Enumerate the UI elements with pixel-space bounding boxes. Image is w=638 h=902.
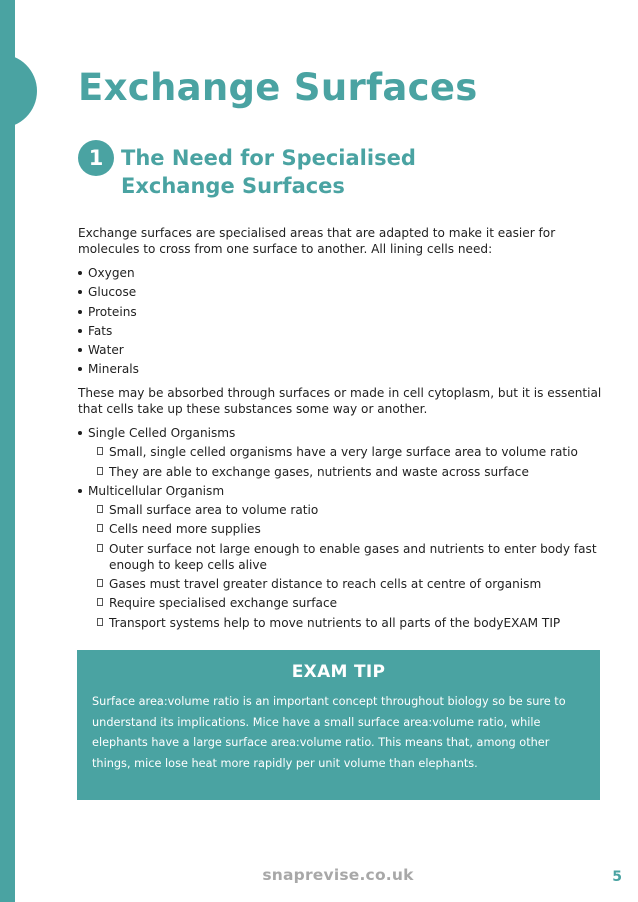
page-number: 5: [612, 869, 622, 885]
sub-list-item: Cells need more supplies: [88, 521, 603, 537]
list-item: Fats: [78, 323, 603, 339]
group-item-multicellular: [78, 483, 603, 630]
footer-website: snaprevise.co.uk: [262, 866, 414, 884]
group-item-single-celled: [78, 425, 603, 479]
group-label: Single Celled Organisms: [88, 426, 236, 441]
sub-list-item: Small, single celled organisms have a very large surface area to volume ratio: [88, 444, 603, 460]
list-item: Proteins: [78, 304, 603, 320]
section-number-badge: 1: [78, 140, 114, 176]
sub-list-item: Small surface area to volume ratio: [88, 502, 603, 518]
sub-list-item: Transport systems help to move nutrients to all parts of the bodyEXAM TIP: [88, 615, 603, 631]
organism-groups-list: [78, 425, 603, 630]
sub-list-item: Gases must travel greater distance to reach cells at centre of organism: [88, 576, 603, 592]
middle-paragraph: These may be absorbed through surfaces or made in cell cytoplasm, but it is essential that cells take up these substances some way or another.: [78, 386, 602, 417]
list-item: Glucose: [78, 284, 603, 300]
list-item: Oxygen: [78, 265, 603, 281]
exam-tip-box: [77, 650, 600, 800]
list-item: Water: [78, 342, 603, 358]
sub-list-item: Outer surface not large enough to enable gases and nutrients to enter body fast enough to keep cells alive: [88, 541, 603, 573]
sub-list: [88, 444, 603, 479]
section-title-line2: Exchange Surfaces: [121, 174, 345, 198]
side-accent-circle: [0, 54, 37, 128]
exam-tip-text: Surface area:volume ratio is an important concept throughout biology so be sure to understand its implications. Mice have a small surface area:volume ratio, while elephants have a large surface area:volume ratio. This means that, among other things, mice lose heat more rapidly per unit volume than elephants.: [92, 695, 566, 770]
intro-paragraph: Exchange surfaces are specialised areas that are adapted to make it easier for molecules to cross from one surface to another. All lining cells need:: [78, 226, 556, 256]
exam-tip-heading: EXAM TIP: [291, 662, 386, 682]
section-title-line1: The Need for Specialised: [121, 146, 416, 170]
side-accent-bar: [0, 0, 15, 902]
list-item: Minerals: [78, 361, 603, 377]
sub-list-item: Require specialised exchange surface: [88, 595, 603, 611]
group-label: Multicellular Organism: [88, 484, 225, 499]
sub-list: [88, 502, 603, 630]
main-content: [78, 225, 603, 639]
needs-list: [78, 265, 603, 377]
section-title: [121, 144, 481, 200]
sub-list-item: They are able to exchange gases, nutrients and waste across surface: [88, 464, 603, 480]
page-title: Exchange Surfaces: [78, 66, 478, 109]
